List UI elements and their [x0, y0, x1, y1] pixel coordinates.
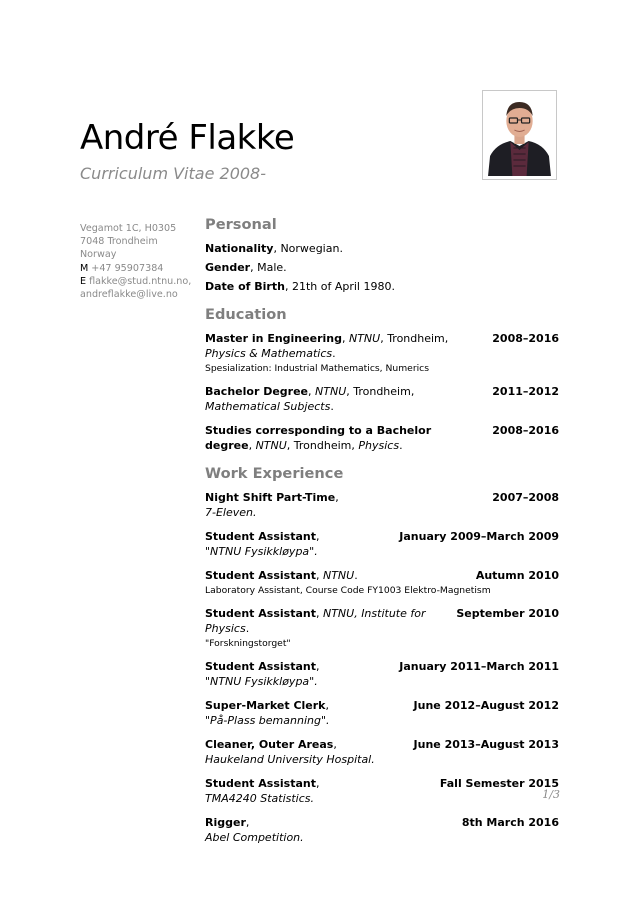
work-entry: Student Assistant, Fall Semester 2015 TMA4240 Statistics. — [205, 777, 559, 805]
cv-subtitle: Curriculum Vitae 2008- — [80, 164, 266, 183]
entry-date: January 2009–March 2009 — [399, 530, 559, 543]
entry-employer: Abel Competition. — [205, 831, 304, 844]
cv-main — [205, 216, 559, 857]
entry-detail: "Forskningstorget" — [205, 638, 291, 649]
education-entry: Bachelor Degree, NTNU, Trondheim, Mathematical Subjects. 2011–2012 — [205, 385, 559, 413]
entry-employer: "NTNU Fysikkløypa". — [205, 545, 318, 558]
entry-date: 2011–2012 — [492, 385, 559, 398]
entry-date: 2008–2016 — [492, 332, 559, 345]
entry-date: 8th March 2016 — [461, 816, 559, 829]
mobile-row — [80, 262, 192, 275]
personal-line: Date of Birth, 21th of April 1980. — [205, 280, 395, 293]
education-entry: Master in Engineering, NTNU, Trondheim, Physics & Mathematics. 2008–2016 Spesialization: Industrial Mathematics, Numerics — [205, 332, 559, 374]
entry-date: Autumn 2010 — [475, 569, 559, 582]
entry-date: 2008–2016 — [492, 424, 559, 437]
work-entry: Super-Market Clerk, June 2012–August 2012 "På-Plass bemanning". — [205, 699, 559, 727]
contact-sidebar — [80, 222, 192, 301]
work-entry: Cleaner, Outer Areas, June 2013–August 2013 Haukeland University Hospital. — [205, 738, 559, 766]
entry-employer: TMA4240 Statistics. — [205, 792, 315, 805]
work-entry: Student Assistant, January 2009–March 2009 "NTNU Fysikkløypa". — [205, 530, 559, 558]
section-work — [205, 465, 559, 845]
work-entry: Night Shift Part-Time, 2007–2008 7-Eleven. — [205, 491, 559, 519]
entry-date: 2007–2008 — [492, 491, 559, 504]
entry-employer: Haukeland University Hospital. — [205, 753, 375, 766]
entry-date: June 2012–August 2012 — [413, 699, 559, 712]
page-number: 1/3 — [542, 788, 560, 801]
entry-date: January 2011–March 2011 — [399, 660, 559, 673]
entry-detail: Laboratory Assistant, Course Code FY1003 Elektro-Magnetism — [205, 585, 491, 596]
mobile-label: M — [80, 262, 89, 274]
cv-name: André Flakke — [80, 118, 295, 158]
education-entry: Studies corresponding to a Bachelor degree, NTNU, Trondheim, Physics. 2008–2016 — [205, 424, 559, 452]
address-line: Norway — [80, 249, 117, 261]
address-line: 7048 Trondheim — [80, 236, 158, 248]
entry-date: Fall Semester 2015 — [439, 777, 559, 790]
profile-photo — [482, 90, 557, 180]
entry-detail: Spesialization: Industrial Mathematics, Numerics — [205, 363, 429, 374]
section-title: Education — [205, 306, 287, 323]
personal-line: Nationality, Norwegian. — [205, 242, 343, 255]
address-line: Vegamot 1C, H0305 — [80, 223, 177, 234]
section-personal — [205, 216, 559, 294]
email-row — [80, 275, 192, 288]
email-label: E — [80, 275, 87, 287]
entry-employer: "På-Plass bemanning". — [205, 714, 330, 727]
section-title: Personal — [205, 216, 277, 233]
work-entry: Student Assistant, NTNU. Autumn 2010 Laboratory Assistant, Course Code FY1003 Elektro-Magnetism — [205, 569, 559, 596]
entry-employer: 7-Eleven. — [205, 506, 257, 519]
entry-employer: "NTNU Fysikkløypa". — [205, 675, 318, 688]
section-title: Work Experience — [205, 465, 344, 482]
portrait-image — [486, 94, 553, 176]
entry-date: September 2010 — [456, 607, 559, 620]
email-link[interactable]: andreflakke@live.no — [80, 289, 178, 301]
work-entry: Student Assistant, January 2011–March 2011 "NTNU Fysikkløypa". — [205, 660, 559, 688]
work-entry: Rigger, 8th March 2016 Abel Competition. — [205, 816, 559, 844]
email-link[interactable]: flakke@stud.ntnu.no, — [89, 275, 192, 287]
entry-date: June 2013–August 2013 — [413, 738, 559, 751]
mobile-number: +47 95907384 — [91, 262, 164, 274]
work-entry: Student Assistant, NTNU, Institute for Physics. September 2010 "Forskningstorget" — [205, 607, 559, 649]
personal-line: Gender, Male. — [205, 261, 287, 274]
section-education — [205, 306, 559, 453]
